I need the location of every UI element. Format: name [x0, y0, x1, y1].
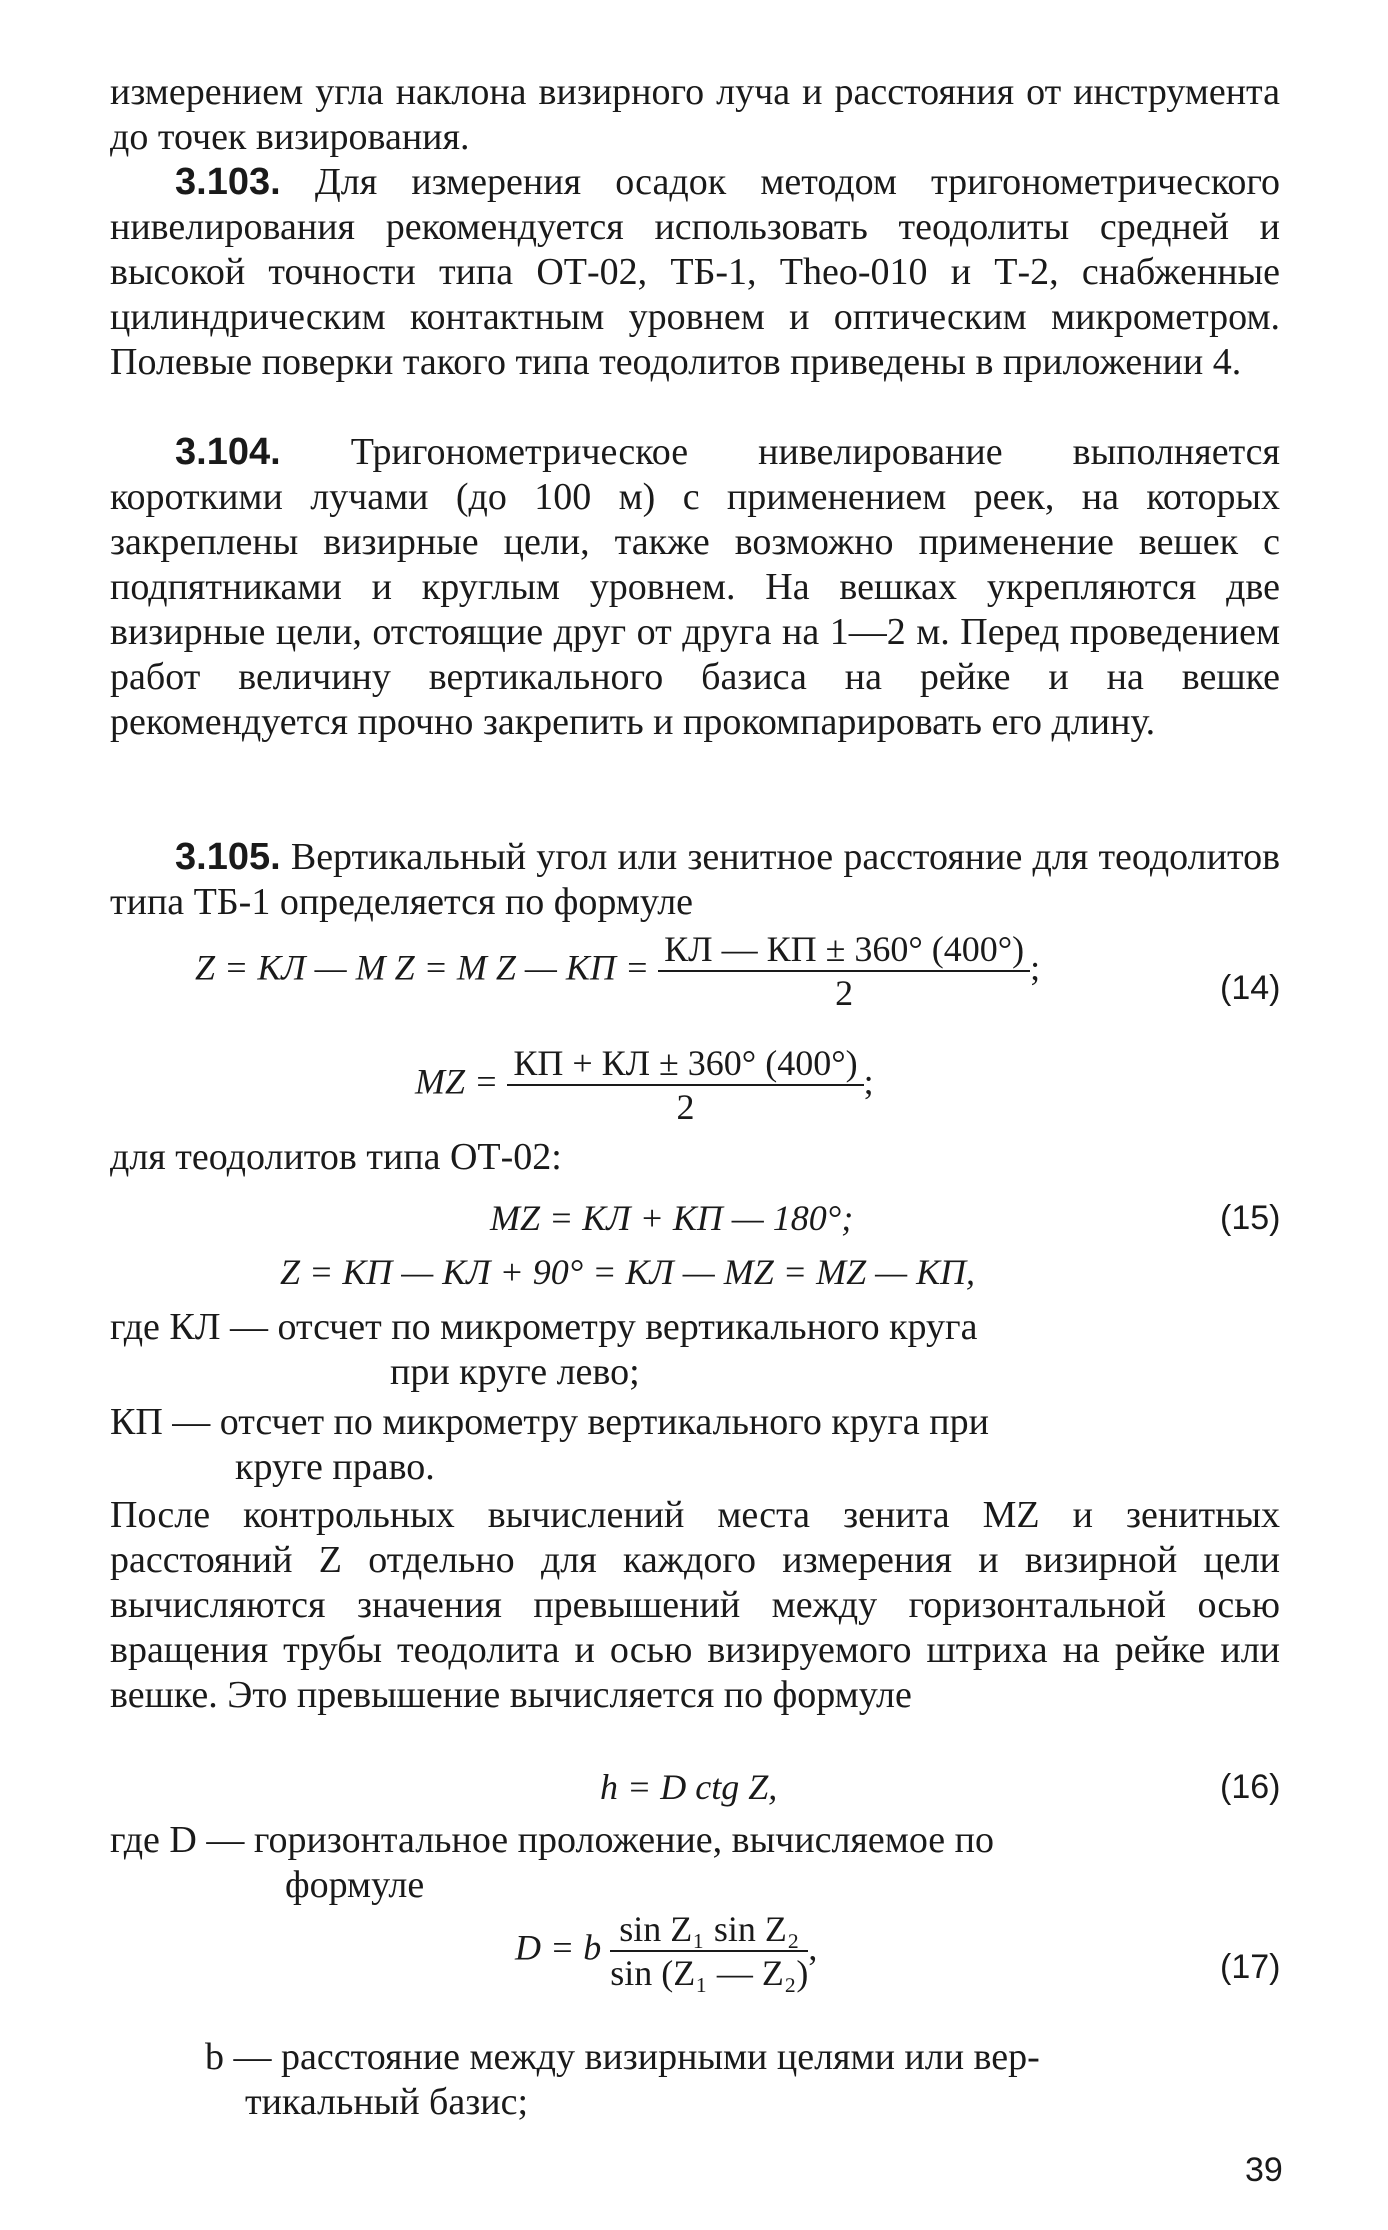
- page-number: 39: [1245, 2151, 1283, 2189]
- formula-14: Z = КЛ — M Z = M Z — КП = $\frac{КЛ — КП \pm 360^\circ (400^\circ)}{2}$ ;: [195, 929, 1041, 1013]
- intro-paragraph: измерением угла наклона визирного луча и расстояния от инструмента до точек визирования.: [110, 71, 1280, 158]
- definition-b: b — расстояние между визирными целями или вер- тикальный базис;: [205, 2036, 1040, 2123]
- ot02-intro: для теодолитов типа ОТ-02:: [110, 1136, 562, 1178]
- equation-label-15: (15): [1220, 1199, 1281, 1237]
- formula-16: h = D ctg Z,: [600, 1767, 778, 1807]
- definition-d: где D — горизонтальное проложение, вычисляемое по формуле: [110, 1819, 994, 1906]
- section-number: 3.104.: [175, 431, 281, 473]
- paragraph-3-103: 3.103. Для измерения осадок методом тригонометрического нивелирования рекомендуется использовать теодолиты средней и высокой точности типа ОТ-02, ТБ-1, Theo-010 и Т-2, снабженные цилиндрическим контактным уровнем и оптическим микрометром. Полевые поверки такого типа теодолитов приведены в приложении 4.: [110, 161, 1280, 383]
- fraction: $\frac{КП + КЛ \pm 360^\circ (400^\circ)}{2}$: [507, 1042, 863, 1128]
- equation-label-17: (17): [1220, 1948, 1281, 1986]
- paragraph-3-105: 3.105. Вертикальный угол или зенитное расстояние для теодолитов типа ТБ-1 определяется по формуле: [110, 836, 1281, 923]
- fraction: $\frac{КЛ — КП \pm 360^\circ (400^\circ)}{2}$: [658, 928, 1030, 1014]
- equation-label-14: (14): [1220, 969, 1281, 1007]
- definition-kl: где КЛ — отсчет по микрометру вертикального круга при круге лево;: [110, 1306, 978, 1393]
- equation-label-16: (16): [1220, 1768, 1281, 1806]
- paragraph-3-104: 3.104. Тригонометрическое нивелирование выполняется короткими лучами (до 100 м) с применением реек, на которых закреплены визирные цели, также возможно применение вешек с подпятниками и круглым уровнем. На вешках укрепляются две визирные цели, отстоящие друг от друга на 1—2 м. Перед проведением работ величину вертикального базиса на рейке и на вешке рекомендуется прочно закрепить и прокомпарировать его длину.: [110, 431, 1281, 743]
- formula-14b: MZ = $\frac{КП + КЛ \pm 360^\circ (400^\circ)}{2}$ ;: [415, 1043, 874, 1127]
- section-number: 3.105.: [175, 836, 281, 878]
- definition-kp: КП — отсчет по микрометру вертикального круга при круге право.: [110, 1401, 989, 1488]
- formula-15-line2: Z = КП — КЛ + 90° = КЛ — MZ = MZ — КП,: [280, 1252, 976, 1292]
- fraction: $\frac{\text{sin Z₁ sin Z₂}}{\text{sin (Z₁ — Z₂)}}$: [610, 1909, 809, 1993]
- section-number: 3.103.: [175, 161, 281, 203]
- formula-17: D = b $\frac{\text{sin Z₁ sin Z₂}}{\text{sin (Z₁ — Z₂)}}$ ,: [515, 1909, 818, 1993]
- paragraph-after-formulas: После контрольных вычислений места зенита MZ и зенитных расстояний Z отдельно для каждого измерения и визирной цели вычисляются значения превышений между горизонтальной осью вращения трубы теодолита и осью визируемого штриха на рейке или вешке. Это превышение вычисляется по формуле: [110, 1494, 1280, 1716]
- formula-15-line1: MZ = КЛ + КП — 180°;: [490, 1198, 854, 1238]
